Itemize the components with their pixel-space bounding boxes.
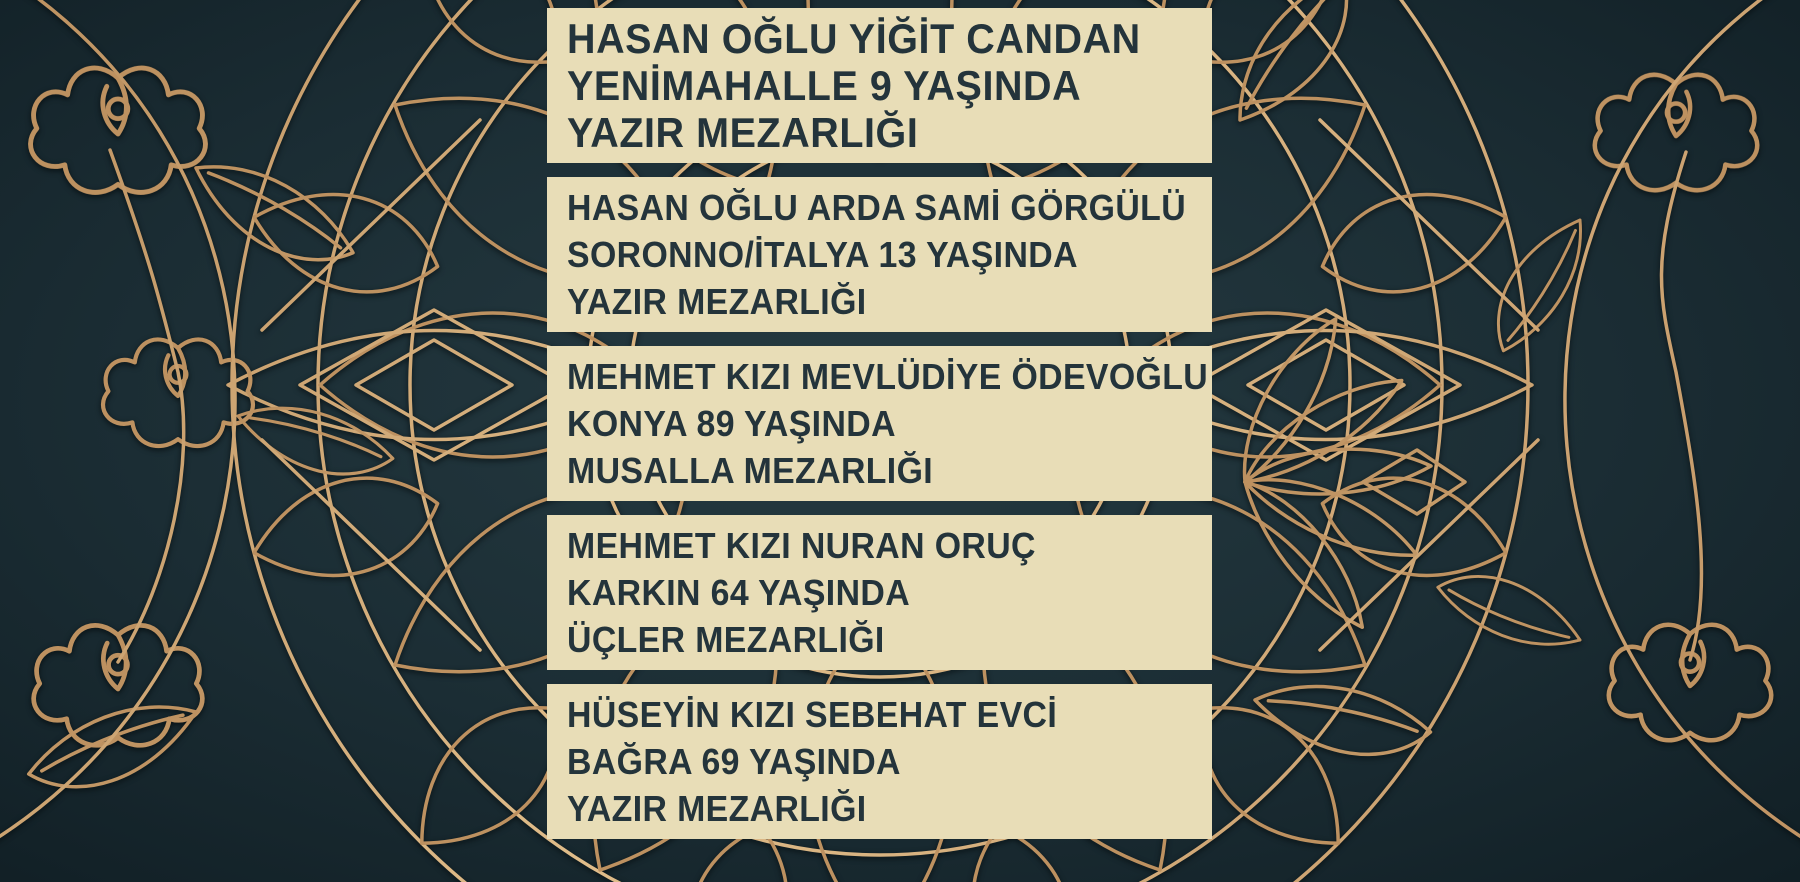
announcement-card-3 [547, 346, 1212, 501]
announcement-card-1 [547, 8, 1212, 163]
deceased-name: MEHMET KIZI NURAN ORUÇ [567, 525, 1036, 566]
cemetery: YAZIR MEZARLIĞI [567, 281, 867, 322]
deceased-name: HÜSEYİN KIZI SEBEHAT EVCİ [567, 694, 1058, 735]
cemetery: YAZIR MEZARLIĞI [567, 109, 919, 156]
place-age: KARKIN 64 YAŞINDA [567, 572, 911, 613]
cemetery: ÜÇLER MEZARLIĞI [567, 619, 885, 660]
announcement-card-5 [547, 684, 1212, 839]
cemetery: YAZIR MEZARLIĞI [567, 788, 867, 829]
cemetery: MUSALLA MEZARLIĞI [567, 450, 934, 491]
place-age: BAĞRA 69 YAŞINDA [567, 741, 901, 782]
place-age: KONYA 89 YAŞINDA [567, 403, 896, 444]
deceased-name: HASAN OĞLU YİĞİT CANDAN [567, 15, 1141, 62]
announcement-card-2 [547, 177, 1212, 332]
place-age: SORONNO/İTALYA 13 YAŞINDA [567, 234, 1078, 275]
deceased-name: MEHMET KIZI MEVLÜDİYE ÖDEVOĞLU [567, 356, 1209, 397]
deceased-name: HASAN OĞLU ARDA SAMİ GÖRGÜLÜ [567, 187, 1187, 228]
place-age: YENİMAHALLE 9 YAŞINDA [567, 62, 1082, 109]
announcement-card-4 [547, 515, 1212, 670]
announcement-list [547, 8, 1212, 839]
